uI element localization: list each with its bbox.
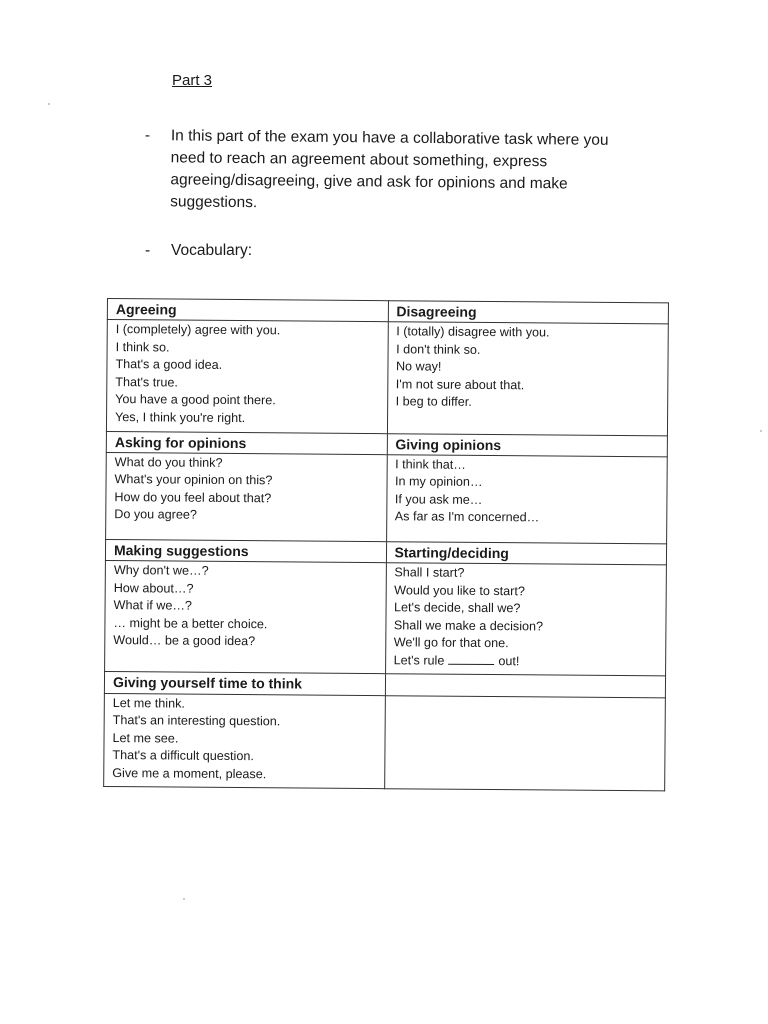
phrase-item: You have a good point there. (115, 392, 276, 408)
table-row (105, 561, 667, 677)
phrase-list (104, 693, 385, 789)
phrase-item: I think that… (395, 457, 466, 472)
phrase-item: How about…? (113, 580, 194, 596)
phrase-item: No way! (395, 359, 442, 375)
phrase-item: … might be a better choice. (113, 615, 268, 631)
phrase-item: That's a good idea. (115, 357, 223, 373)
phrase-item: Let me think. (112, 695, 185, 711)
phrase-item-with-blank (394, 652, 662, 672)
table-row (106, 320, 668, 436)
category-heading (385, 674, 666, 698)
phrase-item: Shall we make a decision? (393, 617, 544, 633)
category-heading: Giving opinions (387, 433, 668, 457)
phrase-list (386, 455, 667, 544)
category-heading: Making suggestions (105, 539, 386, 563)
scan-speck (48, 103, 50, 105)
phrase-item: Would you like to start? (394, 582, 525, 598)
rule-prefix: Let's rule (393, 652, 445, 668)
rule-suffix: out! (498, 653, 520, 668)
fill-in-blank (448, 652, 494, 664)
phrase-item: I think so. (115, 339, 170, 355)
phrase-list (106, 452, 387, 541)
phrase-list (387, 322, 668, 435)
phrase-item: Let me see. (112, 730, 179, 746)
phrase-item: How do you feel about that? (114, 490, 272, 506)
section-heading: Part 3 (172, 72, 213, 89)
phrase-item: Shall I start? (394, 565, 465, 580)
phrase-item: What do you think? (114, 455, 223, 470)
phrase-item: Would… be a good idea? (113, 633, 256, 649)
intro-text (170, 125, 609, 218)
phrase-item: Give me a moment, please. (112, 765, 267, 781)
bullet-dash: - (145, 242, 151, 259)
table-row (104, 693, 666, 791)
table-row (106, 452, 668, 543)
category-heading: Disagreeing (388, 301, 669, 325)
intro-line: suggestions. (170, 193, 258, 212)
bullet-dash: - (144, 126, 151, 145)
phrase-item: I'm not sure about that. (395, 377, 525, 393)
phrase-item: We'll go for that one. (393, 635, 509, 651)
phrase-item: That's true. (115, 374, 179, 390)
phrase-item: I don't think so. (396, 342, 481, 357)
phrase-list (384, 695, 665, 791)
phrase-item: I beg to differ. (395, 394, 472, 410)
phrase-item: Yes, I think you're right. (115, 409, 246, 425)
phrase-item: As far as I'm concerned… (394, 509, 540, 525)
category-heading: Asking for opinions (106, 431, 387, 455)
category-heading: Agreeing (107, 299, 388, 323)
vocabulary-label: Vocabulary: (171, 242, 252, 259)
scan-speck (183, 898, 185, 900)
phrase-item: What if we…? (113, 598, 193, 613)
scan-speck (760, 430, 762, 432)
phrase-item: I (completely) agree with you. (115, 322, 281, 338)
category-heading: Giving yourself time to think (104, 672, 385, 696)
phrase-item: Do you agree? (114, 507, 197, 523)
phrase-item: That's an interesting question. (112, 713, 281, 729)
phrase-item: If you ask me… (394, 492, 483, 507)
intro-line: agreeing/disagreeing, give and ask for opinions and make (170, 171, 568, 193)
category-heading: Starting/deciding (386, 541, 667, 565)
phrase-item: Why don't we…? (113, 563, 209, 578)
phrase-list (106, 320, 387, 433)
intro-line: need to reach an agreement about something, express (170, 149, 548, 171)
phrase-item: That's a difficult question. (112, 748, 254, 764)
phrase-item: I (totally) disagree with you. (396, 324, 550, 340)
phrase-item: Let's decide, shall we? (394, 600, 521, 616)
phrase-item: In my opinion… (395, 474, 483, 490)
intro-line: In this part of the exam you have a collaborative task where you (170, 127, 609, 149)
phrase-item: What's your opinion on this? (114, 472, 273, 488)
phrase-list (385, 563, 666, 676)
vocabulary-table (103, 298, 669, 791)
phrase-list (105, 561, 386, 674)
